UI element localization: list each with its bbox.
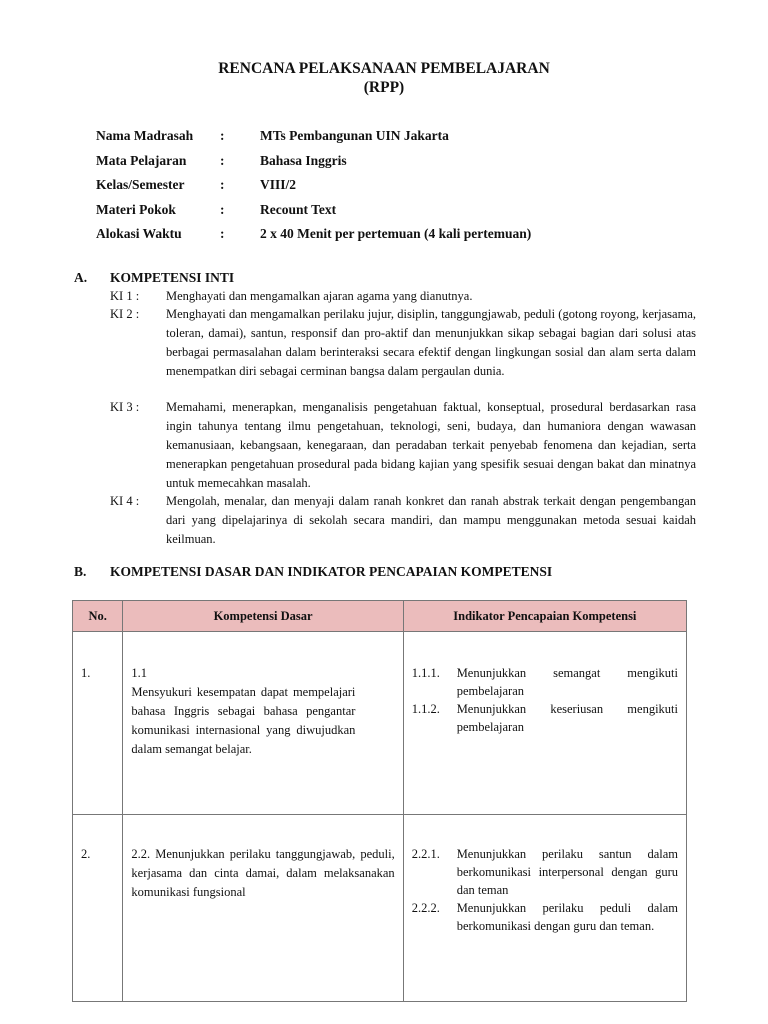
row-number: 1.	[73, 632, 123, 815]
indicator-item	[412, 664, 678, 700]
section-title: KOMPETENSI INTI	[110, 270, 235, 285]
section-number: A.	[74, 270, 88, 285]
indicator-number: 1.1.2.	[411, 702, 440, 716]
kd-number: 1.1	[131, 666, 148, 680]
info-label: Mata Pelajaran	[96, 152, 187, 168]
document-subtitle: (RPP)	[363, 79, 405, 96]
info-colon: :	[220, 201, 225, 217]
ki-text: Mengolah, menalar, dan menyaji dalam ranah konkret dan ranah abstrak terkait dengan pengembangan dari yang dipelajarinya di sekolah secara mandiri, dan mampu menggunakan metoda sesuai kaidah keilmuan.	[166, 494, 696, 546]
indicator-cell	[403, 632, 686, 815]
header-no: No.	[73, 601, 123, 632]
header-indikator: Indikator Pencapaian Kompetensi	[403, 601, 686, 632]
competency-table	[72, 600, 687, 1002]
section-number: B.	[74, 564, 87, 579]
info-colon: :	[220, 152, 225, 168]
table-row	[73, 632, 687, 815]
ki-label: KI 1 :	[110, 289, 140, 303]
ki-item-2	[110, 305, 696, 381]
ki-item-4	[110, 492, 696, 549]
indicator-text: Menunjukkan perilaku santun dalam berkomunikasi interpersonal dengan guru dan teman	[456, 847, 678, 897]
ki-item-3	[110, 398, 696, 493]
kd-number: 2.2.	[131, 847, 151, 861]
table-row	[73, 815, 687, 1002]
info-value: Bahasa Inggris	[260, 152, 347, 168]
indicator-item	[412, 700, 678, 736]
info-label: Materi Pokok	[96, 201, 176, 217]
document-title: RENCANA PELAKSANAAN PEMBELAJARAN	[218, 60, 550, 77]
info-colon: :	[220, 226, 225, 241]
indicator-item	[412, 899, 678, 935]
ki-label: KI 3 :	[110, 400, 140, 414]
ki-item-1	[110, 287, 696, 306]
info-label: Kelas/Semester	[96, 177, 185, 192]
indicator-text: Menunjukkan semangat mengikuti pembelajaran	[456, 666, 678, 698]
info-label: Alokasi Waktu	[96, 226, 182, 241]
row-number: 2.	[73, 815, 123, 1002]
info-colon: :	[220, 128, 225, 143]
info-colon: :	[220, 177, 225, 192]
info-value: MTs Pembangunan UIN Jakarta	[260, 128, 449, 143]
indicator-number: 2.2.1.	[411, 847, 440, 861]
ki-text: Memahami, menerapkan, menganalisis pengetahuan faktual, konseptual, prosedural berdasarkan rasa ingin tahunya tentang ilmu pengetahuan, teknologi, seni, budaya, dan humaniora dengan wawasan kemanusiaan, kebangsaan, kenegaraan, dan peradaban terkait penyebab fenomena dan kejadian, serta menerapkan pengetahuan prosedural pada bidang kajian yang spesifik sesuai dengan bakat dan minatnya untuk memecahkan masalah.	[166, 400, 696, 490]
ki-label: KI 4 :	[110, 494, 140, 508]
indicator-item	[412, 845, 678, 899]
header-kompetensi-dasar: Kompetensi Dasar	[123, 601, 403, 632]
kd-cell	[123, 815, 403, 1002]
ki-text: Menghayati dan mengamalkan perilaku jujur, disiplin, tanggungjawab, peduli (gotong royong, kerjasama, toleran, damai), santun, responsif dan pro-aktif dan menunjukkan sikap sebagai bagian dari solusi atas berbagai permasalahan dalam berinteraksi secara efektif dengan lingkungan sosial dan alam serta dalam menempatkan diri sebagai cerminan bangsa dalam pergaulan dunia.	[166, 307, 696, 378]
indicator-cell	[403, 815, 686, 1002]
table-header-row	[73, 601, 687, 632]
indicator-text: Menunjukkan perilaku peduli dalam berkomunikasi dengan guru dan teman.	[456, 901, 678, 933]
info-value: VIII/2	[260, 177, 297, 192]
indicator-text: Menunjukkan keseriusan mengikuti pembelajaran	[456, 702, 678, 734]
info-value: Recount Text	[260, 201, 337, 217]
kd-text: Mensyukuri kesempatan dapat mempelajari bahasa Inggris sebagai bahasa pengantar komunikasi internasional yang diwujudkan dalam semangat belajar.	[131, 685, 356, 756]
ki-label: KI 2 :	[110, 307, 140, 321]
info-value: 2 x 40 Menit per pertemuan (4 kali pertemuan)	[260, 226, 532, 241]
ki-text: Menghayati dan mengamalkan ajaran agama yang dianutnya.	[166, 289, 473, 303]
section-title: KOMPETENSI DASAR DAN INDIKATOR PENCAPAIAN KOMPETENSI	[110, 564, 553, 579]
kd-text: Menunjukkan perilaku tanggungjawab, peduli, kerjasama dan cinta damai, dalam melaksanakan komunikasi fungsional	[131, 847, 395, 899]
info-label: Nama Madrasah	[96, 128, 194, 143]
indicator-number: 2.2.2.	[411, 901, 440, 915]
indicator-number: 1.1.1.	[411, 666, 440, 680]
kd-cell	[123, 632, 403, 815]
